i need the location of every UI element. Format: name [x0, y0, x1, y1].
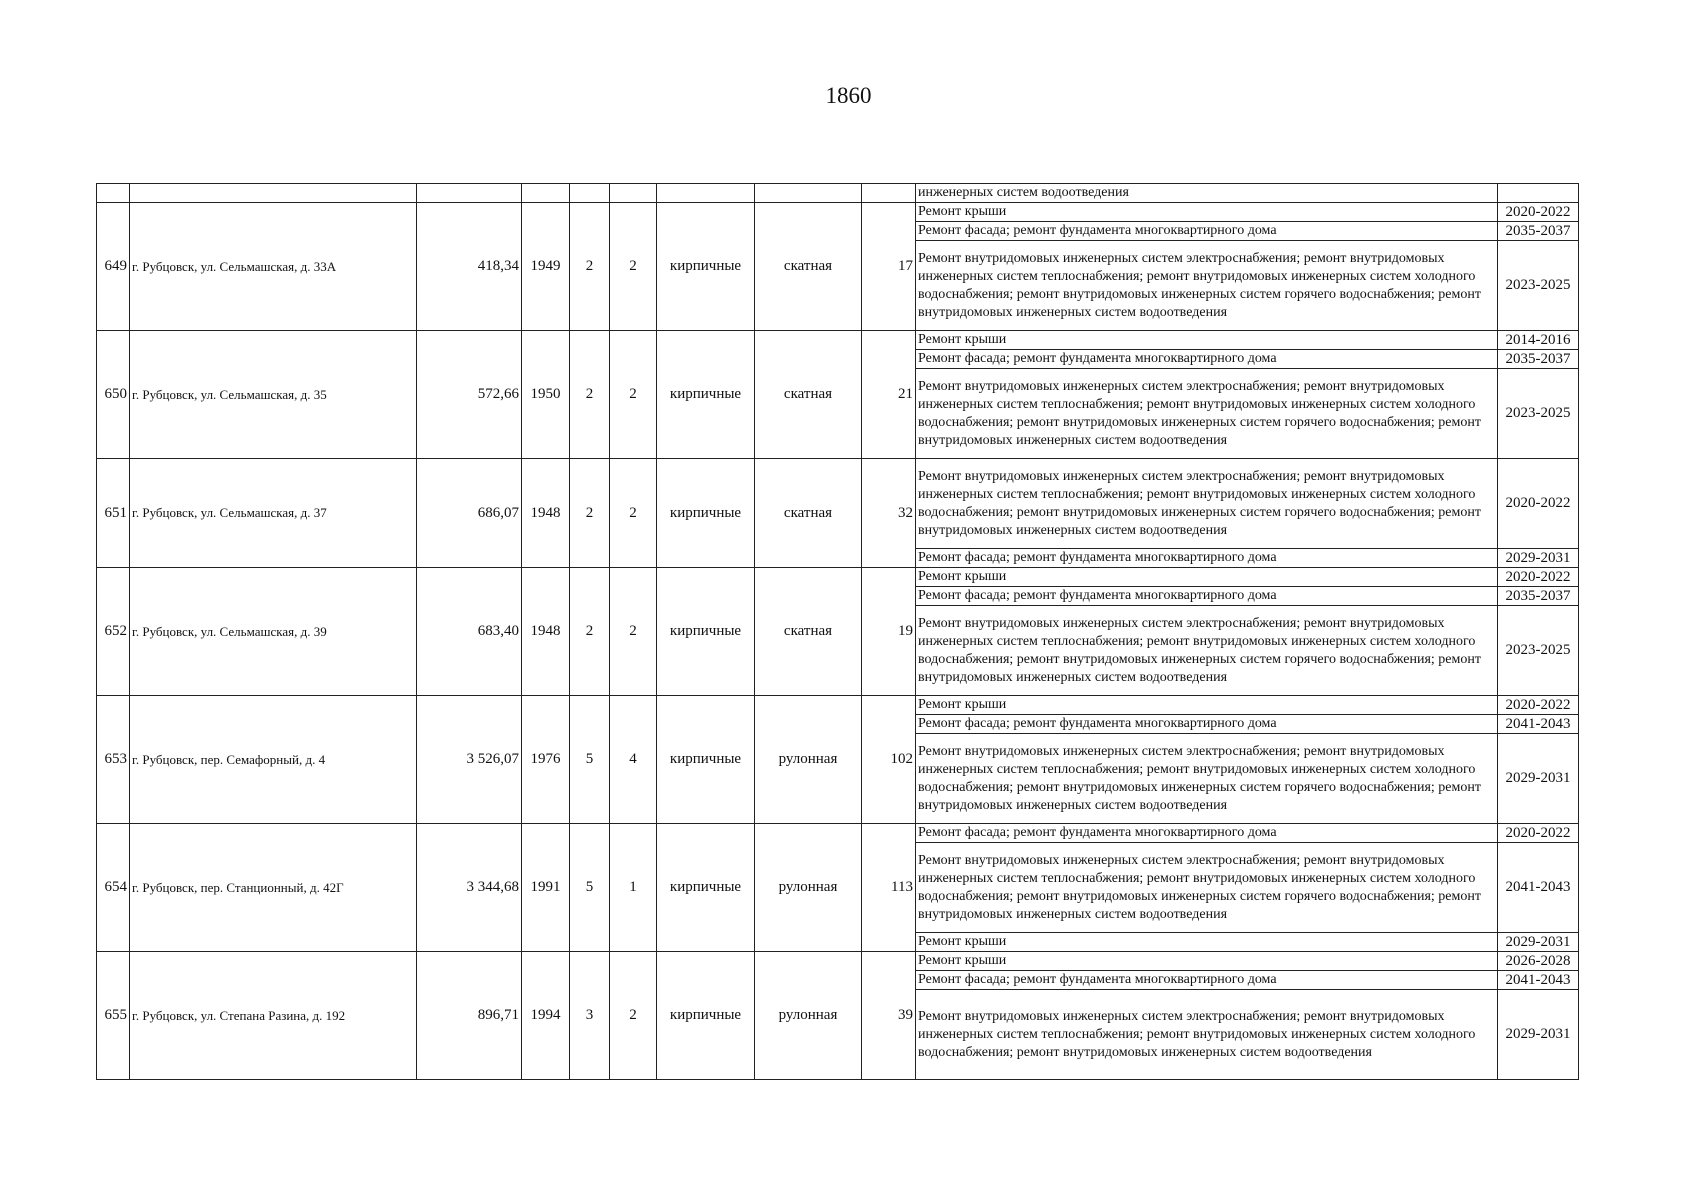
- floors-count: 5: [570, 696, 610, 824]
- work-period: 2026-2028: [1498, 952, 1579, 971]
- work-description: Ремонт фасада; ремонт фундамента многоквартирного дома: [916, 222, 1498, 241]
- entrances-count: 2: [610, 459, 657, 568]
- residents-count: 17: [862, 203, 916, 331]
- floors-count: 3: [570, 952, 610, 1080]
- row-number: 653: [97, 696, 130, 824]
- continuation-row: [97, 184, 1579, 203]
- entrances-count: 2: [610, 952, 657, 1080]
- work-period: 2023-2025: [1498, 606, 1579, 696]
- building-area: 896,71: [417, 952, 522, 1080]
- work-period: 2023-2025: [1498, 369, 1579, 459]
- entrances-count: 2: [610, 331, 657, 459]
- entrances-count: 1: [610, 824, 657, 952]
- work-period: 2035-2037: [1498, 587, 1579, 606]
- work-period: 2014-2016: [1498, 331, 1579, 350]
- work-description: Ремонт фасада; ремонт фундамента многоквартирного дома: [916, 587, 1498, 606]
- work-description: Ремонт фасада; ремонт фундамента многоквартирного дома: [916, 971, 1498, 990]
- roof-type: рулонная: [755, 952, 862, 1080]
- building-area: 3 526,07: [417, 696, 522, 824]
- work-description: Ремонт крыши: [916, 331, 1498, 350]
- work-description: Ремонт внутридомовых инженерных систем электроснабжения; ремонт внутридомовых инженерных систем теплоснабжения; ремонт внутридомовых инженерных систем холодного водоснабжения; ремонт внутридомовых инженерных систем горячего водоснабжения; ремонт внутридомовых инженерных систем водоотведения: [916, 734, 1498, 824]
- work-period: 2035-2037: [1498, 350, 1579, 369]
- wall-material: кирпичные: [657, 203, 755, 331]
- work-period: 2029-2031: [1498, 549, 1579, 568]
- work-description: Ремонт внутридомовых инженерных систем электроснабжения; ремонт внутридомовых инженерных систем теплоснабжения; ремонт внутридомовых инженерных систем холодного водоснабжения; ремонт внутридомовых инженерных систем горячего водоснабжения; ремонт внутридомовых инженерных систем водоотведения: [916, 606, 1498, 696]
- work-period: [1498, 184, 1579, 203]
- building-address: г. Рубцовск, ул. Сельмашская, д. 33А: [130, 203, 417, 331]
- work-period: 2029-2031: [1498, 990, 1579, 1080]
- work-period: 2041-2043: [1498, 843, 1579, 933]
- table-row: [97, 952, 1579, 971]
- building-address: г. Рубцовск, ул. Сельмашская, д. 37: [130, 459, 417, 568]
- work-period: 2023-2025: [1498, 241, 1579, 331]
- building-area: 3 344,68: [417, 824, 522, 952]
- entrances-count: 2: [610, 203, 657, 331]
- work-description: Ремонт крыши: [916, 933, 1498, 952]
- build-year: 1950: [522, 331, 570, 459]
- build-year: 1948: [522, 459, 570, 568]
- page-number: 1860: [825, 83, 872, 108]
- row-number: 652: [97, 568, 130, 696]
- roof-type: рулонная: [755, 824, 862, 952]
- row-number: 649: [97, 203, 130, 331]
- work-period: 2020-2022: [1498, 459, 1579, 549]
- build-year: 1994: [522, 952, 570, 1080]
- work-description: Ремонт внутридомовых инженерных систем электроснабжения; ремонт внутридомовых инженерных систем теплоснабжения; ремонт внутридомовых инженерных систем холодного водоснабжения; ремонт внутридомовых инженерных систем горячего водоснабжения; ремонт внутридомовых инженерных систем водоотведения: [916, 843, 1498, 933]
- work-description: Ремонт фасада; ремонт фундамента многоквартирного дома: [916, 350, 1498, 369]
- work-period: 2041-2043: [1498, 971, 1579, 990]
- entrances-count: 2: [610, 568, 657, 696]
- table-row: [97, 459, 1579, 549]
- wall-material: кирпичные: [657, 568, 755, 696]
- building-address: г. Рубцовск, ул. Степана Разина, д. 192: [130, 952, 417, 1080]
- entrances-count: 4: [610, 696, 657, 824]
- work-description: Ремонт внутридомовых инженерных систем электроснабжения; ремонт внутридомовых инженерных систем теплоснабжения; ремонт внутридомовых инженерных систем холодного водоснабжения; ремонт внутридомовых инженерных систем горячего водоснабжения; ремонт внутридомовых инженерных систем водоотведения: [916, 459, 1498, 549]
- building-area: 686,07: [417, 459, 522, 568]
- residents-count: 19: [862, 568, 916, 696]
- work-description: Ремонт фасада; ремонт фундамента многоквартирного дома: [916, 715, 1498, 734]
- row-number: 654: [97, 824, 130, 952]
- floors-count: 2: [570, 331, 610, 459]
- residents-count: 113: [862, 824, 916, 952]
- build-year: 1948: [522, 568, 570, 696]
- work-period: 2020-2022: [1498, 696, 1579, 715]
- roof-type: скатная: [755, 459, 862, 568]
- floors-count: 2: [570, 568, 610, 696]
- wall-material: кирпичные: [657, 696, 755, 824]
- work-period: 2035-2037: [1498, 222, 1579, 241]
- wall-material: кирпичные: [657, 952, 755, 1080]
- row-number: 655: [97, 952, 130, 1080]
- floors-count: 2: [570, 203, 610, 331]
- roof-type: скатная: [755, 568, 862, 696]
- roof-type: скатная: [755, 331, 862, 459]
- build-year: 1976: [522, 696, 570, 824]
- table-row: [97, 203, 1579, 222]
- residents-count: 39: [862, 952, 916, 1080]
- registry-table-wrapper: [96, 183, 1578, 1080]
- work-period: 2020-2022: [1498, 824, 1579, 843]
- work-description: Ремонт крыши: [916, 696, 1498, 715]
- work-description: Ремонт внутридомовых инженерных систем электроснабжения; ремонт внутридомовых инженерных систем теплоснабжения; ремонт внутридомовых инженерных систем холодного водоснабжения; ремонт внутридомовых инженерных систем горячего водоснабжения; ремонт внутридомовых инженерных систем водоотведения: [916, 369, 1498, 459]
- building-address: г. Рубцовск, ул. Сельмашская, д. 35: [130, 331, 417, 459]
- residents-count: 102: [862, 696, 916, 824]
- work-period: 2020-2022: [1498, 568, 1579, 587]
- residents-count: 32: [862, 459, 916, 568]
- wall-material: кирпичные: [657, 331, 755, 459]
- work-period: 2041-2043: [1498, 715, 1579, 734]
- table-row: [97, 824, 1579, 843]
- building-address: г. Рубцовск, пер. Семафорный, д. 4: [130, 696, 417, 824]
- work-description: Ремонт внутридомовых инженерных систем электроснабжения; ремонт внутридомовых инженерных систем теплоснабжения; ремонт внутридомовых инженерных систем холодного водоснабжения; ремонт внутридомовых инженерных систем водоотведения: [916, 990, 1498, 1080]
- building-area: 572,66: [417, 331, 522, 459]
- row-number: 650: [97, 331, 130, 459]
- work-period: 2020-2022: [1498, 203, 1579, 222]
- build-year: 1991: [522, 824, 570, 952]
- table-row: [97, 331, 1579, 350]
- work-description: Ремонт крыши: [916, 203, 1498, 222]
- work-description: Ремонт фасада; ремонт фундамента многоквартирного дома: [916, 824, 1498, 843]
- work-description: Ремонт крыши: [916, 568, 1498, 587]
- registry-table: [96, 183, 1579, 1080]
- work-description: Ремонт крыши: [916, 952, 1498, 971]
- work-description: Ремонт внутридомовых инженерных систем электроснабжения; ремонт внутридомовых инженерных систем теплоснабжения; ремонт внутридомовых инженерных систем холодного водоснабжения; ремонт внутридомовых инженерных систем горячего водоснабжения; ремонт внутридомовых инженерных систем водоотведения: [916, 241, 1498, 331]
- table-row: [97, 696, 1579, 715]
- row-number: 651: [97, 459, 130, 568]
- work-description: Ремонт фасада; ремонт фундамента многоквартирного дома: [916, 549, 1498, 568]
- residents-count: 21: [862, 331, 916, 459]
- building-address: г. Рубцовск, ул. Сельмашская, д. 39: [130, 568, 417, 696]
- roof-type: скатная: [755, 203, 862, 331]
- build-year: 1949: [522, 203, 570, 331]
- table-row: [97, 568, 1579, 587]
- wall-material: кирпичные: [657, 824, 755, 952]
- work-period: 2029-2031: [1498, 933, 1579, 952]
- building-area: 683,40: [417, 568, 522, 696]
- floors-count: 5: [570, 824, 610, 952]
- wall-material: кирпичные: [657, 459, 755, 568]
- work-description: инженерных систем водоотведения: [916, 184, 1498, 203]
- roof-type: рулонная: [755, 696, 862, 824]
- floors-count: 2: [570, 459, 610, 568]
- work-period: 2029-2031: [1498, 734, 1579, 824]
- building-area: 418,34: [417, 203, 522, 331]
- building-address: г. Рубцовск, пер. Станционный, д. 42Г: [130, 824, 417, 952]
